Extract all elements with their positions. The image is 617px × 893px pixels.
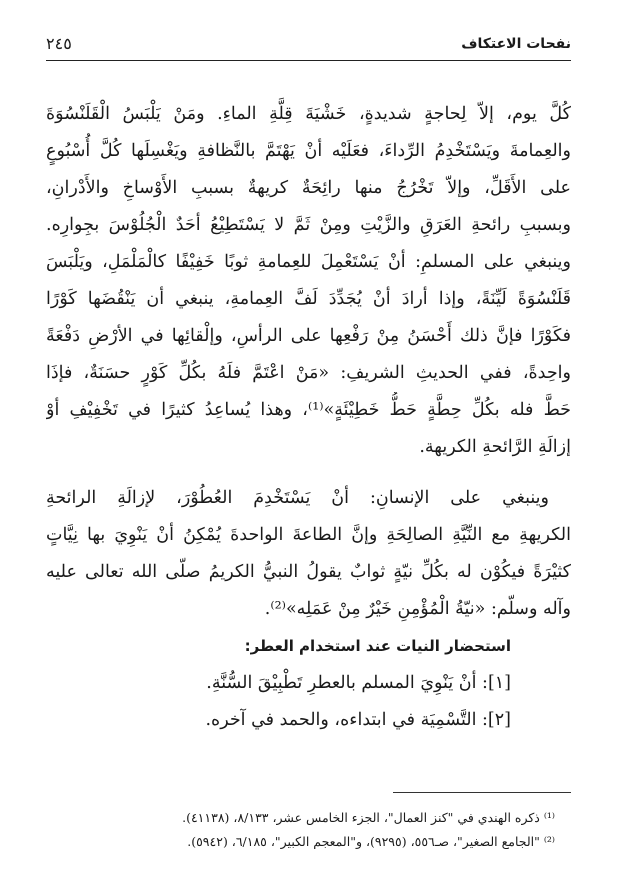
paragraph-3-line-4: وآله وسلّم: «نيّةُ الْمُؤْمِنِ خَيْرٌ مِنْ عَمَلِه»⁽²⁾. xyxy=(264,599,571,619)
footnote-2: ⁽²⁾ "الجامع الصغير"، صـ٥٥٦، (٩٢٩٥)، و"المعجم الكبير"، ٦/١٨٥، (٥٩٤٢). xyxy=(187,834,555,849)
page-number: ٢٤٥ xyxy=(46,34,72,53)
paragraph-1-line-2: والعِمامةَ ويَسْتَخْدِمُ الرِّداءَ، فعَلَيْه أنْ يَهْتَمَّ بالنَّظافةِ ويَغْسِلَها كُلَّ أُسْبُوعٍ xyxy=(46,141,571,161)
paragraph-gap xyxy=(46,466,571,480)
paragraph-2-line-3: فكَوْرًا فإنَّ ذلك أَحْسَنُ مِنْ رَفْعِها على الرأسِ، وإلْقائِها في الأرْضِ دَفْعَةً xyxy=(46,326,571,346)
paragraph-2-line-2: قَلَنْسُوَةً لَيِّنَةً، وإذا أرادَ أنْ يُجَدِّدَ لَفَّ العِمامةِ، ينبغي أن يَنْقُضَها كَوْرًا xyxy=(46,289,571,309)
section-heading: استحضار النيات عند استخدام العطر: xyxy=(244,637,511,655)
paragraph-1-line-3: على الأَقَلِّ، وإلاّ تَخْرُجُ منها رائِحَةٌ كريهةٌ بسببِ الأَوْساخِ والأَدْرانِ، xyxy=(46,178,571,198)
paragraph-2-line-5: حَطَّ فله بكُلِّ حِطَّةٍ حَطُّ خَطِيْئَةٍ»⁽¹⁾، وهذا يُساعِدُ كثيرًا في تَخْفِيْفِ أوْ xyxy=(46,400,571,420)
paragraph-1-line-4: وبسببِ رائحةِ العَرَقِ والزَّيْتِ ومِنْ ثَمَّ لا يَسْتَطِيْعُ أحَدٌ الْجُلُوْسَ بجِوارِه. xyxy=(46,215,571,235)
paragraph-3-line-2: الكريهةِ مع النِّيَّةِ الصالِحَةِ وإنَّ الطاعةَ الواحدةَ يُمْكِنُ أنْ يَنْوِيَ بها نِيَّاتٍ xyxy=(46,525,571,545)
paragraph-2-line-6: إزالَةِ الرَّائحةِ الكريهة. xyxy=(419,437,571,457)
footnotes xyxy=(46,806,571,854)
header-rule xyxy=(46,60,571,61)
footnote-rule xyxy=(393,792,571,793)
footnote-1: ⁽¹⁾ ذكره الهندي في "كنز العمال"، الجزء الخامس عشر، ٨/١٣٣، (٤١١٣٨). xyxy=(182,810,555,825)
page-body xyxy=(46,96,571,739)
paragraph-2-line-1: وينبغي على المسلمِ: أنْ يَسْتَعْمِلَ للعِمامةِ ثوبًا خَفِيْفًا كالْمَلْمَلِ، ويَلْبَسَ xyxy=(46,252,571,272)
header-title: نفحات الاعتكاف xyxy=(461,36,571,52)
paragraph-3-line-3: كثيْرَةً فيكُوْن له بكُلِّ نيّةٍ ثوابٌ يقولُ النبيُّ الكريمُ صلّى الله تعالى عليه xyxy=(46,562,571,582)
paragraph-2-line-4: واحِدةً، ففي الحديثِ الشريفِ: «مَنْ اعْتَمَّ فلَهُ بكُلِّ كَوْرٍ حسَنَةٌ، فإذَا xyxy=(46,363,571,383)
running-header xyxy=(46,34,571,56)
paragraph-3-line-1: وينبغي على الإنسانِ: أنْ يَسْتَخْدِمَ العُطُوْرَ، لإزالَةِ الرائحةِ xyxy=(46,488,549,508)
section-item-2: [٢]: التَّسْمِيَة في ابتداءه، والحمد في آخره. xyxy=(205,710,511,730)
paragraph-1-line-1: كُلَّ يوم، إلاّ لِحاجةٍ شديدةٍ، خَشْيَةَ قِلَّةِ الماءِ. ومَنْ يَلْبَسُ الْقَلَنْسُوَةَ xyxy=(46,104,571,124)
section-item-1: [١]: أنْ يَنْوِيَ المسلم بالعطرِ تَطْبِيْقَ السُّنَّةِ. xyxy=(206,673,511,693)
